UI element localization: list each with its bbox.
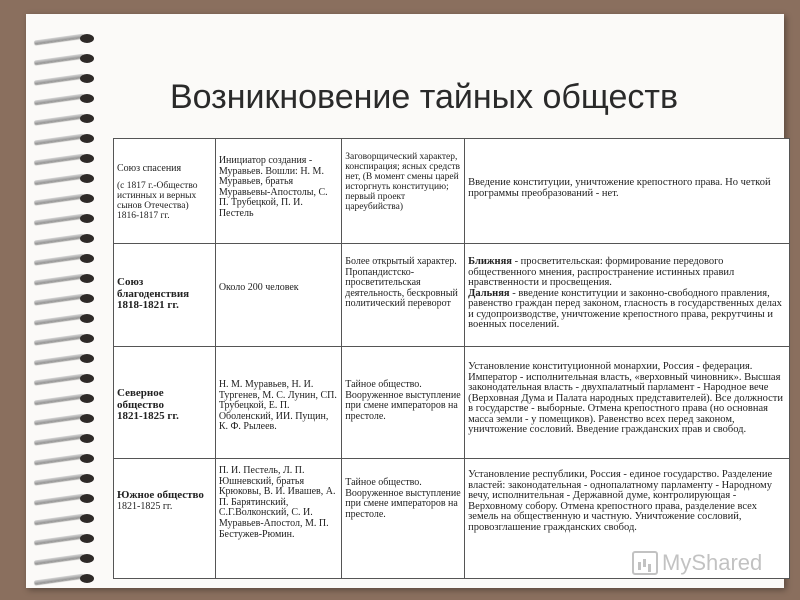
table-row <box>114 347 790 459</box>
tactics-text: Тайное общество. Вооруженное выступление при смене императоров на престоле. <box>345 379 461 422</box>
spiral-coil <box>34 512 94 526</box>
members-text: Около 200 человек <box>218 282 299 293</box>
members-text: Н. М. Муравьев, Н. И. Тургенев, М. С. Лунин, СП. Трубецкой, Е. П. Оболенский, ИИ. Пущин, К. Ф. Рылеев. <box>218 379 337 433</box>
program-cell <box>465 244 790 347</box>
spiral-coil <box>34 432 94 446</box>
members-cell <box>215 244 341 347</box>
spiral-coil <box>34 352 94 366</box>
spiral-coil <box>34 52 94 66</box>
slide-page <box>26 14 784 588</box>
program-far-label: Дальняя <box>468 287 510 299</box>
program-text: Введение конституции, уничтожение крепостного права. Но четкой программы преобразований - нет. <box>468 177 771 199</box>
program-near <box>468 257 786 289</box>
members-text: П. И. Пестель, Л. П. Юшневский, братья Крюковы, В. И. Ивашев, А. П. Барятинский, С.Г.Волконский, С. И. Муравьев-Апостол, М. П. Бестужев-Рюмин. <box>218 465 336 540</box>
spiral-coil <box>34 32 94 46</box>
spiral-coil <box>34 412 94 426</box>
tactics-cell <box>342 139 465 244</box>
program-text: Установление конституционной монархии, Россия - федерация. Император - исполнительная власть, «верховный чиновник». Высшая законодательная власть - двухпалатный парламент - Народное вече (Верховная Дума и Палата народных представителей). Все должности в государстве - выборные. Отмена крепостного права (но основная масса земли - у помещиков). Равенство всех перед законом, уничтожение сословий. Введение гражданских прав и свобод. <box>468 361 783 435</box>
society-name-cell <box>114 244 216 347</box>
program-cell <box>465 139 790 244</box>
spiral-coil <box>34 492 94 506</box>
table-row <box>114 244 790 347</box>
spiral-coil <box>34 272 94 286</box>
society-dates: 1821-1825 гг. <box>117 500 173 512</box>
spiral-coil <box>34 192 94 206</box>
tactics-cell <box>342 244 465 347</box>
spiral-coil <box>34 372 94 386</box>
members-cell <box>215 459 341 579</box>
watermark-text: MyShared <box>662 550 763 575</box>
tactics-text: Тайное общество. Вооруженное выступление при смене императоров на престоле. <box>345 477 461 520</box>
spiral-coil <box>34 232 94 246</box>
society-dates: (с 1817 г.-Общество истинных и верных сынов Отечества) 1816-1817 гг. <box>117 180 198 221</box>
spiral-coil <box>34 292 94 306</box>
chart-logo-icon <box>632 551 658 575</box>
program-near-label: Ближняя <box>468 256 512 267</box>
spiral-coil <box>34 252 94 266</box>
tactics-cell <box>342 459 465 579</box>
society-name: Союз спасения <box>117 163 182 174</box>
society-dates: 1818-1821 гг. <box>117 299 179 312</box>
spiral-coil <box>34 472 94 486</box>
tactics-text: Заговорщический характер, конспирация; ясных средств нет, (В момент смены царей исторгнуть конституцию; первый проект цареубийства) <box>345 152 461 213</box>
tactics-text: Более открытый характер. Пропандистско-просветительская деятельность, бескровный политический переворот <box>345 256 458 310</box>
members-cell <box>215 347 341 459</box>
spiral-coil <box>34 212 94 226</box>
society-name-cell <box>114 347 216 459</box>
spiral-coil <box>34 392 94 406</box>
society-name: Северное общество <box>117 387 164 411</box>
program-cell <box>465 347 790 459</box>
page-title: Возникновение тайных обществ <box>169 78 679 116</box>
spiral-coil <box>34 552 94 566</box>
societies-table <box>113 138 790 579</box>
watermark <box>632 550 762 576</box>
spiral-coil <box>34 152 94 166</box>
spiral-coil <box>34 332 94 346</box>
spiral-coil <box>34 132 94 146</box>
society-name-cell <box>114 139 216 244</box>
program-near-text: - просветительская: формирование передового общественного мнения, распространение истинных правил нравственности и просвещения. <box>468 256 735 288</box>
society-name: Южное общество <box>117 489 204 501</box>
spiral-coil <box>34 312 94 326</box>
spiral-coil <box>34 452 94 466</box>
society-name: Союз благоденствия <box>117 276 190 300</box>
tactics-cell <box>342 347 465 459</box>
members-cell <box>215 139 341 244</box>
table-row <box>114 139 790 244</box>
society-dates: 1821-1825 гг. <box>117 410 179 423</box>
spiral-coil <box>34 572 94 586</box>
program-text: Установление республики, Россия - единое государство. Разделение властей: законодательная - однопалатному парламенту - Народному вечу, исполнительная - Державной думе, контролирующая - Верховному собору. Отмена крепостного права, разделение всех земель на общественную и частную. Уничтожение сословий, провозглашение гражданских свобод. <box>468 469 773 533</box>
society-name-cell <box>114 459 216 579</box>
program-far <box>468 289 786 331</box>
program-far-text: - введение конституции и законно-свободного правления, равенство граждан перед законом, гласность в государственных делах и судопроизводстве, уничтожение крепостного права, рекрутчины и военных поселений. <box>468 287 782 330</box>
members-text: Инициатор создания - Муравьев. Вошли: Н. М. Муравьев, братья Муравьевы-Апостолы, С. П. Трубецкой, П. И. Пестель <box>218 155 328 219</box>
spiral-coil <box>34 172 94 186</box>
spiral-coil <box>34 532 94 546</box>
